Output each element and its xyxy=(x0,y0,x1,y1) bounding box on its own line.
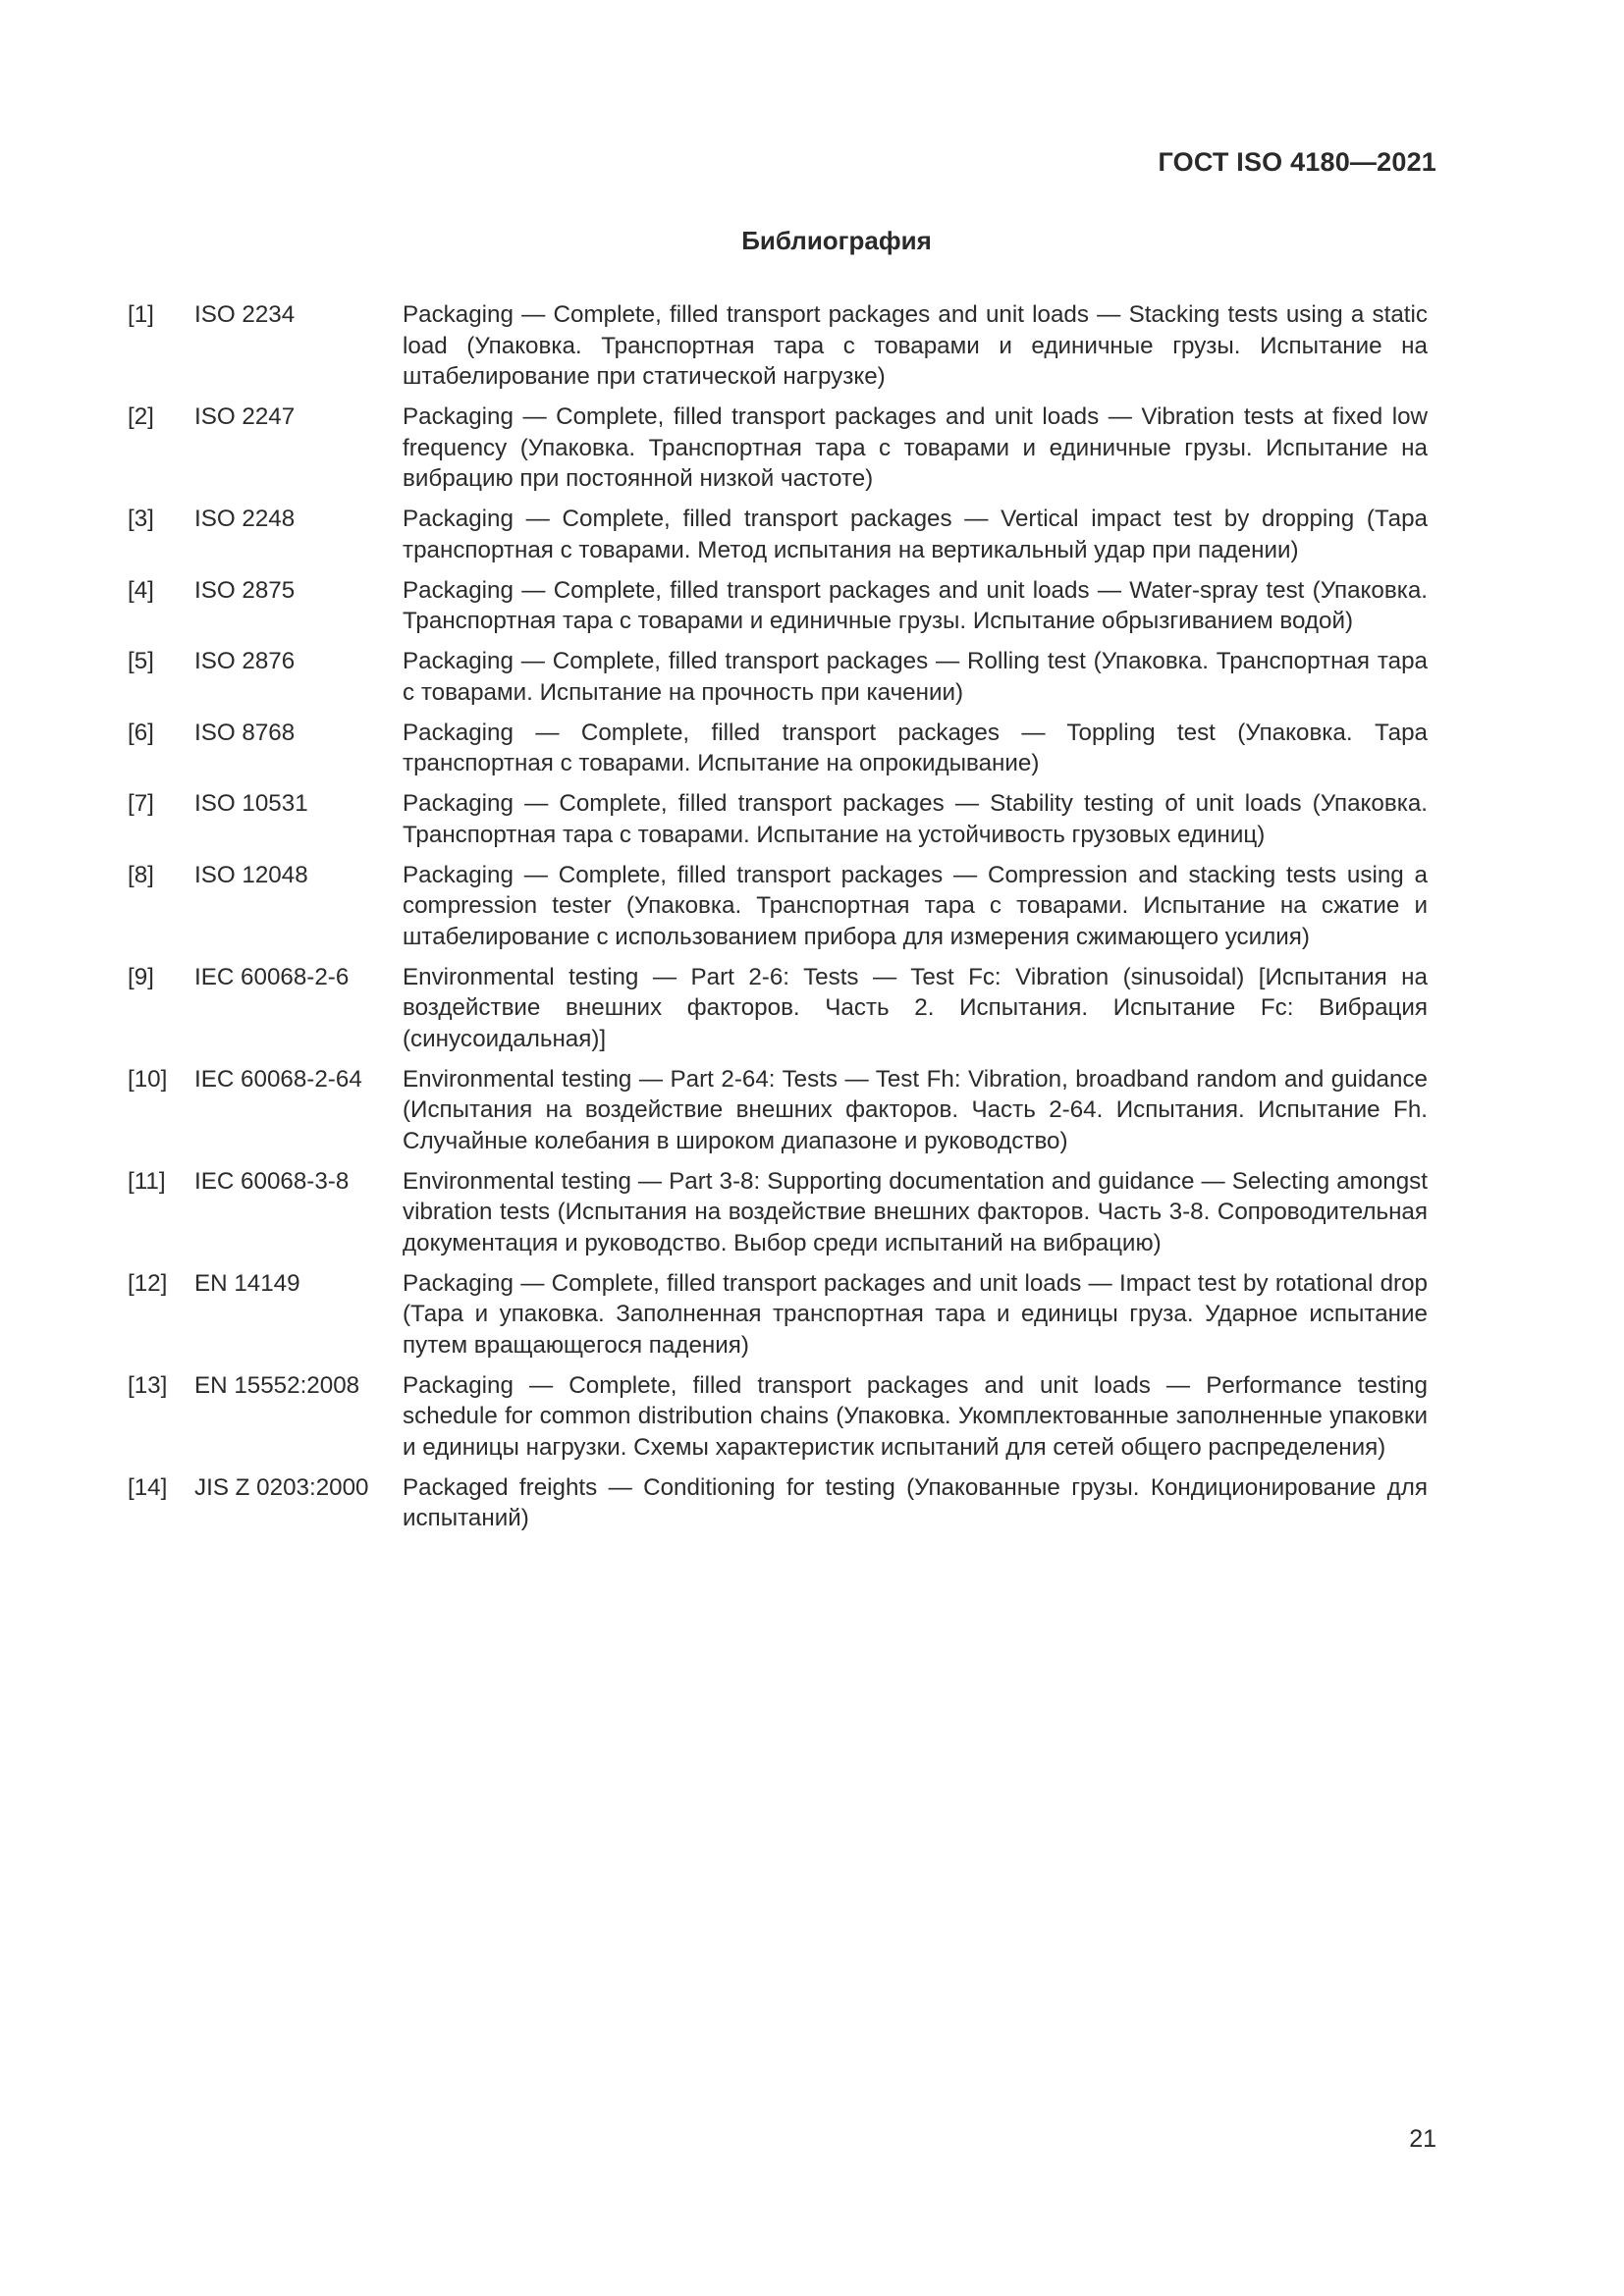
entry-number: [3] xyxy=(128,506,154,532)
entry-title: Environmental testing — Part 3-8: Supporting documentation and guidance — Selecting amongst vibration tests (Испытания на воздействие внешних факторов. Часть 3-8. Сопроводительная документация и руководство. Выбор среди испытаний на вибрацию) xyxy=(403,1167,1428,1256)
bibliography-entry xyxy=(128,575,1428,637)
entry-number: [6] xyxy=(128,719,154,746)
entry-number: [7] xyxy=(128,790,154,817)
entry-standard-code: ISO 2234 xyxy=(194,301,296,328)
entry-title: Packaging — Complete, filled transport packages and unit loads — Water-spray test (Упаковка. Транспортная тара с товарами и единичные грузы. Испытание обрызгиванием водой) xyxy=(403,576,1428,634)
entry-title: Packaging — Complete, filled transport packages — Stability testing of unit loads (Упаковка. Транспортная тара с товарами. Испытание на устойчивость грузовых единиц) xyxy=(403,790,1428,848)
entry-standard-code: ISO 2248 xyxy=(194,506,296,532)
bibliography-entry xyxy=(128,1166,1428,1259)
bibliography-entry xyxy=(128,1064,1428,1157)
entry-number: [13] xyxy=(128,1371,168,1399)
entry-title: Packaging — Complete, filled transport packages — Compression and stacking tests using a compression tester (Упаковка. Транспортная тара с товарами. Испытание на сжатие и штабелирование с использованием прибора для измерения сжимающего усилия) xyxy=(403,861,1428,950)
bibliography-entry xyxy=(128,1370,1428,1464)
bibliography-list xyxy=(128,299,1428,1543)
entry-standard-code: IEC 60068-2-64 xyxy=(194,1065,362,1093)
bibliography-entry xyxy=(128,962,1428,1055)
entry-standard-code: ISO 2247 xyxy=(194,403,296,430)
entry-standard-code: ISO 10531 xyxy=(194,790,308,817)
entry-title: Packaging — Complete, filled transport packages — Vertical impact test by dropping (Тара транспортная с товарами. Метод испытания на вертикальный удар при падении) xyxy=(403,506,1428,563)
entry-title: Environmental testing — Part 2-64: Tests — Test Fh: Vibration, broadband random and guidance (Испытания на воздействие внешних факторов. Часть 2-64. Испытания. Испытание Fh. Случайные колебания в широком диапазоне и руководство) xyxy=(403,1065,1428,1154)
entry-standard-code: EN 14149 xyxy=(194,1269,300,1297)
entry-standard-code: EN 15552:2008 xyxy=(194,1371,360,1399)
bibliography-entry xyxy=(128,1472,1428,1534)
entry-standard-code: IEC 60068-3-8 xyxy=(194,1167,350,1195)
entry-title: Packaging — Complete, filled transport packages and unit loads — Performance testing schedule for common distribution chains (Упаковка. Укомплектованные заполненные упаковки и единицы нагрузки. Схемы характеристик испытаний для сетей общего распределения) xyxy=(403,1371,1428,1461)
entry-standard-code: ISO 12048 xyxy=(194,861,308,888)
entry-number: [10] xyxy=(128,1065,168,1093)
entry-standard-code: JIS Z 0203:2000 xyxy=(194,1473,369,1501)
bibliography-entry xyxy=(128,646,1428,708)
page-number: 21 xyxy=(1409,2125,1436,2153)
entry-number: [12] xyxy=(128,1269,168,1297)
bibliography-entry xyxy=(128,788,1428,850)
entry-number: [9] xyxy=(128,963,154,990)
entry-number: [5] xyxy=(128,648,154,674)
entry-title: Packaging — Complete, filled transport packages and unit loads — Vibration tests at fixed low frequency (Упаковка. Транспортная тара с товарами и единичные грузы. Испытание на вибрацию при постоянной низкой частоте) xyxy=(403,403,1428,492)
bibliography-entry xyxy=(128,718,1428,779)
entry-title: Packaged freights — Conditioning for testing (Упакованные грузы. Кондиционирование для испытаний) xyxy=(403,1473,1428,1531)
document-code: ГОСТ ISO 4180—2021 xyxy=(1158,147,1436,177)
entry-number: [11] xyxy=(128,1167,166,1195)
entry-standard-code: ISO 2876 xyxy=(194,648,296,674)
bibliography-entry xyxy=(128,299,1428,393)
bibliography-entry xyxy=(128,1268,1428,1362)
entry-title: Packaging — Complete, filled transport packages and unit loads — Impact test by rotational drop (Тара и упаковка. Заполненная транспортная тара и единицы груза. Ударное испытание путем вращающегося падения) xyxy=(403,1269,1428,1359)
entry-number: [8] xyxy=(128,861,154,888)
bibliography-entry xyxy=(128,504,1428,565)
entry-title: Environmental testing — Part 2-6: Tests — Test Fc: Vibration (sinusoidal) [Испытания на воздействие внешних факторов. Часть 2. Испытания. Испытание Fc: Вибрация (синусоидальная)] xyxy=(403,963,1428,1052)
section-title: Библиография xyxy=(741,226,932,255)
entry-title: Packaging — Complete, filled transport packages — Toppling test (Упаковка. Тара транспортная с товарами. Испытание на опрокидывание) xyxy=(403,719,1428,776)
bibliography-entry xyxy=(128,401,1428,495)
bibliography-entry xyxy=(128,860,1428,953)
entry-standard-code: IEC 60068-2-6 xyxy=(194,963,350,990)
entry-standard-code: ISO 8768 xyxy=(194,719,296,746)
entry-title: Packaging — Complete, filled transport packages and unit loads — Stacking tests using a static load (Упаковка. Транспортная тара с товарами и единичные грузы. Испытание на штабелирование при статической нагрузке) xyxy=(403,301,1428,390)
entry-number: [2] xyxy=(128,403,154,430)
entry-number: [1] xyxy=(128,301,154,328)
entry-title: Packaging — Complete, filled transport packages — Rolling test (Упаковка. Транспортная тара с товарами. Испытание на прочность при качении) xyxy=(403,648,1428,706)
entry-number: [4] xyxy=(128,576,154,604)
entry-number: [14] xyxy=(128,1473,168,1501)
entry-standard-code: ISO 2875 xyxy=(194,576,296,604)
